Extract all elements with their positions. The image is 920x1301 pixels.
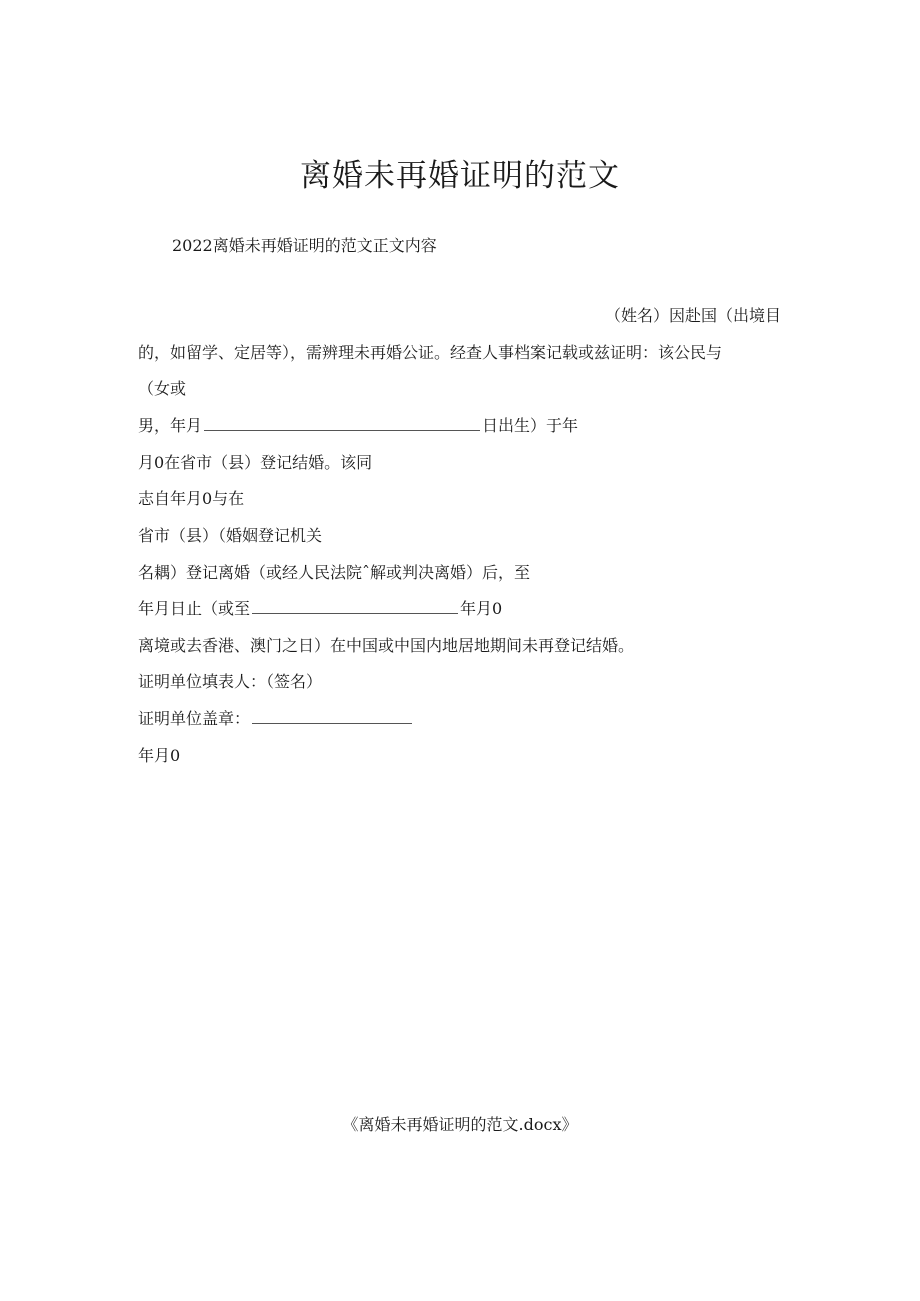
document-title: 离婚未再婚证明的范文 [300, 158, 620, 194]
body-line-5: 月0在省市（县）登记结婚。该同 [138, 453, 373, 472]
body-line-9 [138, 599, 502, 619]
body-line-4-start: 男，年月 [138, 416, 203, 435]
body-line-10: 离境或去香港、澳门之日）在中国或中国内地居地期间未再登记结婚。 [138, 636, 635, 655]
body-line-8: 名耦）登记离婚（或经人民法院ˆ解或判决离婚）后，至 [138, 563, 531, 582]
seal-line [138, 709, 414, 729]
body-line-9-end: 年月0 [460, 599, 503, 618]
body-line-6: 志自年月0与在 [138, 489, 245, 508]
body-line-7: 省市（县）（婚姻登记机关 [138, 526, 323, 545]
fill-blank-seal [252, 709, 412, 724]
body-line-2: 的，如留学、定居等），需辨理未再婚公证。经查人事档案记载或兹证明：该公民与 [138, 343, 723, 362]
body-line-3: （女或 [138, 379, 187, 398]
date-line: 年月0 [138, 746, 181, 765]
document-subtitle: 2022离婚未再婚证明的范文正文内容 [172, 236, 437, 255]
seal-label: 证明单位盖章： [138, 709, 251, 728]
body-line-1: （姓名）因赴国（出境目 [605, 306, 782, 325]
body-line-9-start: 年月日止（或至 [138, 599, 251, 618]
fill-blank-birthdate [204, 416, 480, 431]
document-footer: 《离婚未再婚证明的范文.docx》 [342, 1115, 578, 1134]
body-line-4 [138, 416, 578, 436]
signer-line: 证明单位填表人：（签名） [138, 672, 323, 691]
fill-blank-until-date [252, 599, 458, 614]
body-line-4-end: 日出生）于年 [482, 416, 579, 435]
